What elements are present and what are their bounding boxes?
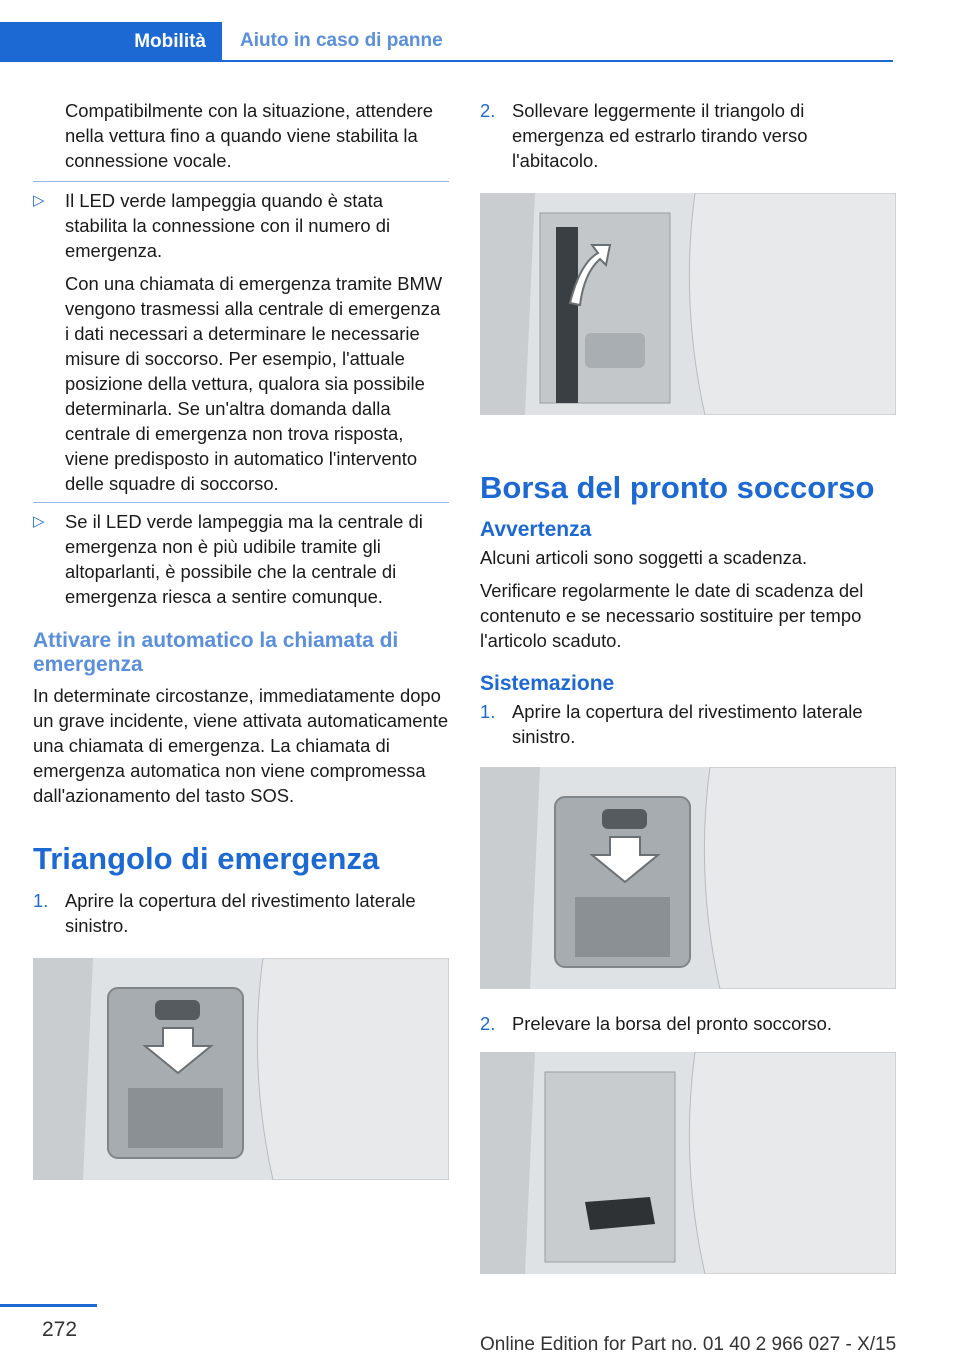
step-item <box>480 699 896 749</box>
first-aid-kit-illustration <box>480 1052 896 1274</box>
paragraph: Verificare regolarmente le date di scadenza del contenuto e se necessario sostituire per tempo l'articolo scaduto. <box>480 580 864 651</box>
paragraph: Compatibilmente con la situazione, attendere nella vettura fino a quando viene stabilita la connessione vocale. <box>65 100 434 171</box>
step-item <box>33 888 449 938</box>
subheading: Sistemazione <box>480 672 615 695</box>
divider <box>33 181 449 182</box>
step-item <box>480 98 896 173</box>
right-column <box>480 98 896 1274</box>
paragraph: Alcuni articoli sono soggetti a scadenza. <box>480 547 808 568</box>
step-text: Sollevare leggermente il triangolo di emergenza ed estrarlo tirando verso l'abitacolo. <box>512 100 808 171</box>
page-header <box>0 22 893 62</box>
list-item-text: Con una chiamata di emergenza tramite BMW vengono trasmessi alla centrale di emergenza i dati necessari a determinare le necessarie misure di soccorso. Per esempio, l'attuale posizione della vettura, qualora sia possibile determinarla. Se un'altra domanda dalla centrale di emergenza non trova risposta, viene predisposto in automatico l'intervento delle squadre di soccorso. <box>65 273 443 494</box>
list-item-text: Il LED verde lampeggia quando è stata stabilita la connessione con il numero di emergenza. <box>65 190 391 261</box>
page-number: 272 <box>42 1318 78 1341</box>
section-tab[interactable]: Mobilità <box>0 22 222 62</box>
step-number: 1. <box>33 890 49 911</box>
trunk-cover-illustration <box>480 767 896 989</box>
list-item <box>33 188 449 496</box>
subheading: Avvertenza <box>480 518 592 541</box>
paragraph: In determinate circostanze, immediatamente dopo un grave incidente, viene attivata automaticamente una chiamata di emergenza. La chiamata di emergenza automatica non viene compromessa dall'azionamento del tasto SOS. <box>33 685 449 806</box>
footer-rule <box>0 1304 97 1307</box>
step-number: 2. <box>480 100 496 121</box>
step-text: Aprire la copertura del rivestimento laterale sinistro. <box>65 890 416 936</box>
illustration-open-cover <box>480 767 896 989</box>
warning-triangle-illustration <box>480 193 896 415</box>
step-number: 2. <box>480 1013 496 1034</box>
step-text: Aprire la copertura del rivestimento laterale sinistro. <box>512 701 863 747</box>
step-text: Prelevare la borsa del pronto soccorso. <box>512 1013 832 1034</box>
step-number: 1. <box>480 701 496 722</box>
left-column <box>33 98 449 1180</box>
edition-note: Online Edition for Part no. 01 40 2 966 027 - X/15 <box>480 1334 897 1355</box>
section-heading: Triangolo di emergenza <box>33 841 380 876</box>
illustration-first-aid-kit <box>480 1052 896 1274</box>
subsection-tab[interactable]: Aiuto in caso di panne <box>222 22 893 62</box>
list-item-text: Se il LED verde lampeggia ma la centrale di emergenza non è più udibile tramite gli altoparlanti, è possibile che la centrale di emergenza riesca a sentire comunque. <box>65 511 423 607</box>
bullet-arrow-icon: ▷ <box>33 513 45 530</box>
bullet-arrow-icon: ▷ <box>33 192 45 209</box>
illustration-lift-triangle <box>480 193 896 415</box>
section-heading: Borsa del pronto soccorso <box>480 470 875 505</box>
divider <box>33 502 449 503</box>
step-item <box>480 1011 896 1036</box>
list-item <box>33 509 449 609</box>
illustration-open-cover <box>33 958 449 1180</box>
trunk-cover-illustration <box>33 958 449 1180</box>
subheading: Attivare in automatico la chiamata di emergenza <box>33 629 399 676</box>
